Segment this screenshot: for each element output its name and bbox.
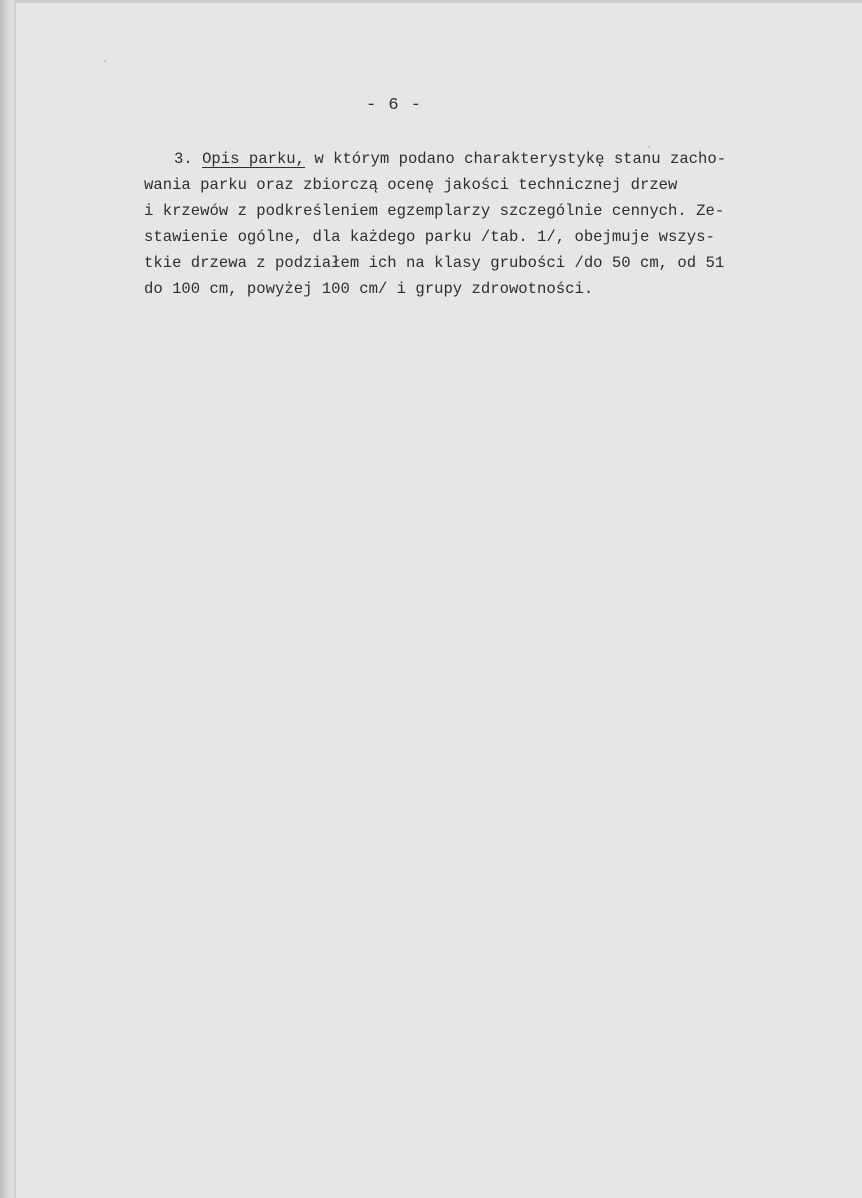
paragraph-line: tkie drzewa z podziałem ich na klasy grubości /do 50 cm, od 51 [144, 254, 725, 272]
paragraph-first-line [144, 146, 824, 172]
paragraph-line: i krzewów z podkreśleniem egzemplarzy szczególnie cennych. Ze- [144, 202, 725, 220]
paragraph-line: wania parku oraz zbiorczą ocenę jakości technicznej drzew [144, 176, 678, 194]
paragraph-line: do 100 cm, powyżej 100 cm/ i grupy zdrowotności. [144, 280, 594, 298]
dust-speck [104, 60, 106, 62]
underlined-heading: Opis parku, [202, 150, 306, 168]
paragraph-body [144, 146, 824, 302]
first-line-text: w którym podano charakterystykę stanu zacho- [305, 150, 727, 168]
paragraph-line: stawienie ogólne, dla każdego parku /tab. 1/, obejmuje wszys- [144, 228, 715, 246]
page-number: - 6 - [366, 96, 423, 115]
item-number: 3. [174, 150, 193, 168]
page-left-edge [14, 0, 16, 1198]
page-top-edge [0, 0, 862, 3]
page-left-shadow [0, 0, 14, 1198]
